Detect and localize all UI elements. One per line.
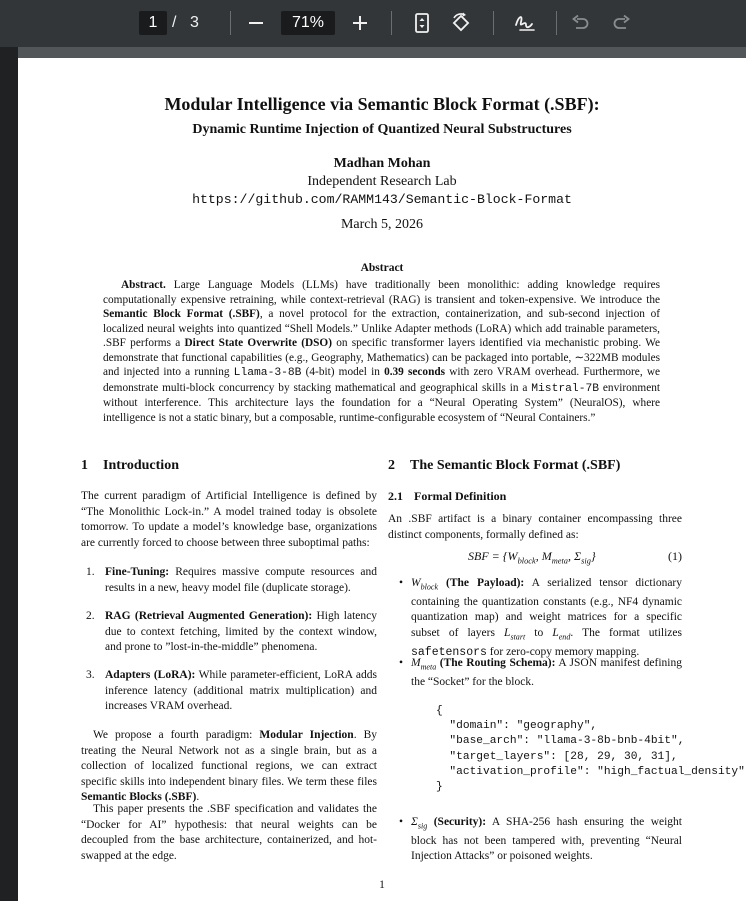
pdf-page: [18, 58, 746, 901]
bullet-text: for zero-copy memory mapping.: [486, 645, 640, 658]
undo-icon: [572, 15, 590, 31]
definition-paragraph: An .SBF artifact is a binary container encompassing three distinct components, formally defined as:: [388, 513, 682, 541]
abstract-part: , a novel protocol for the extraction, containerization, and sub-second injection of localized neural weights into quantized “Shell Models.” Unlike Adapter methods (LoRA) which add trainable parameters, .SBF performs a: [103, 308, 660, 349]
list-item-title: Fine-Tuning:: [105, 566, 170, 578]
bullet-icon: •: [399, 816, 404, 828]
list-item-title: RAG (Retrieval Augmented Generation):: [105, 610, 313, 622]
zoom-in-icon: [352, 15, 368, 31]
text-part: We propose a fourth paradigm:: [93, 729, 260, 741]
fit-page-icon: [414, 13, 430, 33]
list-item: [86, 609, 378, 656]
list-item-text: High latency due to context fetching, limited by the context window, and prone to ”lost-in-the-middle” phenomena.: [105, 610, 378, 653]
security-bullet: • $\Sigma_{sig}$ (Security): A SHA-256 hash ensuring the weight block has not been tampered with, preventing “Neural Injection Attacks” or poisoned weights.: [399, 816, 683, 863]
repository-url: https://github.com/RAMM143/Semantic-Block-Format: [192, 192, 572, 207]
subsection-number: 2.1: [388, 489, 403, 503]
abstract-mono: Llama-3-8B: [233, 367, 302, 379]
abstract-part: on specific transformer layers identified via mechanistic probing. We demonstrate that functional capabilities (e.g., Geography, Mathematics) can be packaged into portable, ∼322MB modules and injected into a running: [103, 337, 660, 378]
list-number: 1.: [86, 566, 95, 578]
abstract-bold: Direct State Overwrite (DSO): [184, 337, 332, 349]
zoom-out-icon: [248, 15, 264, 31]
page-number: 1: [379, 879, 385, 891]
abstract-heading: Abstract: [360, 262, 404, 274]
abstract-text: [103, 278, 660, 425]
fit-page-button[interactable]: [410, 9, 434, 37]
proposal-paragraph: [81, 728, 377, 806]
bullet-text: A JSON manifest defining the “Socket” for the block.: [411, 657, 682, 688]
abstract-part: environment without interference. This architecture lays the foundation for a “Neural Operating System” (NeuralOS), where intelligence is not a static binary, but a composable, runtime-configurable ecosystem of “Neural Containers.”: [103, 381, 660, 424]
bullet-text: . The format utilizes: [570, 626, 682, 639]
payload-bullet: • $W_{block}$ (The Payload): A serialized tensor dictionary containing the quantization constants (e.g., NF4 dynamic quantization map) and weight matrices for a specific subset of layers $L_{start}$ to $L_{end}$. The format utilizes safetensors for zero-copy memory mapping.: [399, 577, 683, 659]
section-title: Introduction: [103, 458, 179, 473]
section-2-heading: [388, 458, 682, 474]
abstract-lead: Abstract.: [121, 279, 166, 291]
equation: SBF = {$W_{block}$, $M_{meta}$, $\Sigma_{sig}$}: [468, 549, 596, 566]
text-part: . By treating the Neural Network not as a single brain, but as a collection of localized functional regions, we can extract specific skills into independent binary files. We term these files: [81, 729, 378, 788]
toolbar-divider: [391, 11, 392, 35]
subsection-title: Formal Definition: [414, 489, 507, 503]
list-item: [86, 668, 377, 715]
subsection-heading: [388, 489, 682, 504]
abstract-mono: Mistral-7B: [531, 382, 600, 395]
sidebar-strip: [0, 47, 18, 901]
bullet-text: A SHA-256 hash ensuring the weight block has not been tampered with, preventing “Neural Injection Attacks” or poisoned weights.: [411, 816, 683, 863]
bullet-title: (Security):: [433, 816, 487, 828]
zoom-input[interactable]: 71%: [281, 11, 335, 35]
annotate-icon: [514, 13, 536, 33]
annotate-button[interactable]: [512, 9, 538, 37]
rotate-icon: [450, 12, 472, 34]
toolbar-divider: [556, 11, 557, 35]
list-item-title: Adapters (LoRA):: [105, 669, 196, 681]
toolbar-divider: [493, 11, 494, 35]
bullet-text: to: [525, 626, 553, 639]
paper-subtitle: Dynamic Runtime Injection of Quantized Neural Substructures: [192, 122, 572, 137]
intro-paragraph: The current paradigm of Artificial Intelligence is defined by “The Monolithic Lock-in.” A model trained today is obsolete tomorrow. To update a model’s knowledge base, organizations are currently forced to choose between three suboptimal paths:: [81, 490, 377, 549]
redo-icon: [612, 15, 630, 31]
undo-button[interactable]: [570, 9, 592, 37]
pdf-toolbar: [0, 0, 746, 47]
page-total: 3: [190, 14, 199, 31]
abstract-part: (4-bit) model in: [301, 366, 385, 378]
bullet-text: A serialized tensor dictionary containing the quantization constants (e.g., NF4 dynamic quantization map) and weight matrices for a specific subset of layers: [411, 577, 683, 639]
text-bold: Semantic Blocks (.SBF): [81, 791, 197, 803]
abstract-part: with zero VRAM overhead. Furthermore, we demonstrate multi-block concurrency by stacking mathematical and geographical skills in a: [103, 366, 660, 394]
section-number: 2: [388, 458, 395, 473]
page-separator: /: [172, 14, 177, 31]
list-item-text: While parameter-efficient, LoRA adds inference latency (additional matrix multiplication) and increases VRAM overhead.: [105, 669, 377, 712]
author-affiliation: Independent Research Lab: [307, 174, 457, 189]
abstract-part: Large Language Models (LLMs) have traditionally been monolithic: adding knowledge requires computationally expensive retraining, while context-retrieval (RAG) is transient and token-expensive. We introduce the: [103, 279, 660, 306]
text-part: .: [196, 791, 200, 803]
routing-schema-code: { "domain": "geography", "base_arch": "llama-3-8b-bnb-4bit", "target_layers": [28, 29, 30, 31], "activation_profile": "high_factual_density" }: [436, 705, 745, 794]
zoom-out-button[interactable]: [245, 9, 267, 37]
paper-date: March 5, 2026: [340, 217, 424, 232]
redo-button[interactable]: [610, 9, 632, 37]
list-number: 3.: [86, 669, 95, 681]
section-number: 1: [81, 458, 88, 473]
zoom-in-button[interactable]: [349, 9, 371, 37]
bullet-icon: •: [399, 657, 404, 669]
page-number-input[interactable]: 1: [139, 11, 167, 35]
validation-paragraph: This paper presents the .SBF specification and validates the “Docker for AI” hypothesis: that neural weights can be decoupled from the base architecture, containerized, and hot-swapped at the edge.: [81, 803, 377, 862]
abstract-bold: 0.39 seconds: [384, 366, 446, 378]
bullet-title: (The Routing Schema):: [439, 657, 556, 669]
abstract-bold: Semantic Block Format (.SBF): [103, 308, 260, 320]
paper-title: Modular Intelligence via Semantic Block Format (.SBF):: [164, 94, 600, 114]
list-item-text: Requires massive compute resources and results in a new, heavy model file (duplicate storage).: [105, 566, 377, 594]
bullet-mono: safetensors: [411, 645, 487, 659]
text-bold: Modular Injection: [259, 729, 354, 741]
section-1-heading: [81, 458, 377, 474]
bullet-icon: •: [399, 577, 404, 589]
list-item: [86, 565, 377, 596]
author-name: Madhan Mohan: [333, 156, 431, 171]
toolbar-divider: [230, 11, 231, 35]
section-title: The Semantic Block Format (.SBF): [410, 458, 621, 473]
rotate-button[interactable]: [448, 9, 474, 37]
bullet-title: (The Payload):: [446, 577, 525, 589]
routing-bullet: • $M_{meta}$ (The Routing Schema): A JSON manifest defining the “Socket” for the block.: [399, 657, 682, 688]
equation-label: (1): [668, 549, 682, 563]
list-number: 2.: [86, 610, 95, 622]
